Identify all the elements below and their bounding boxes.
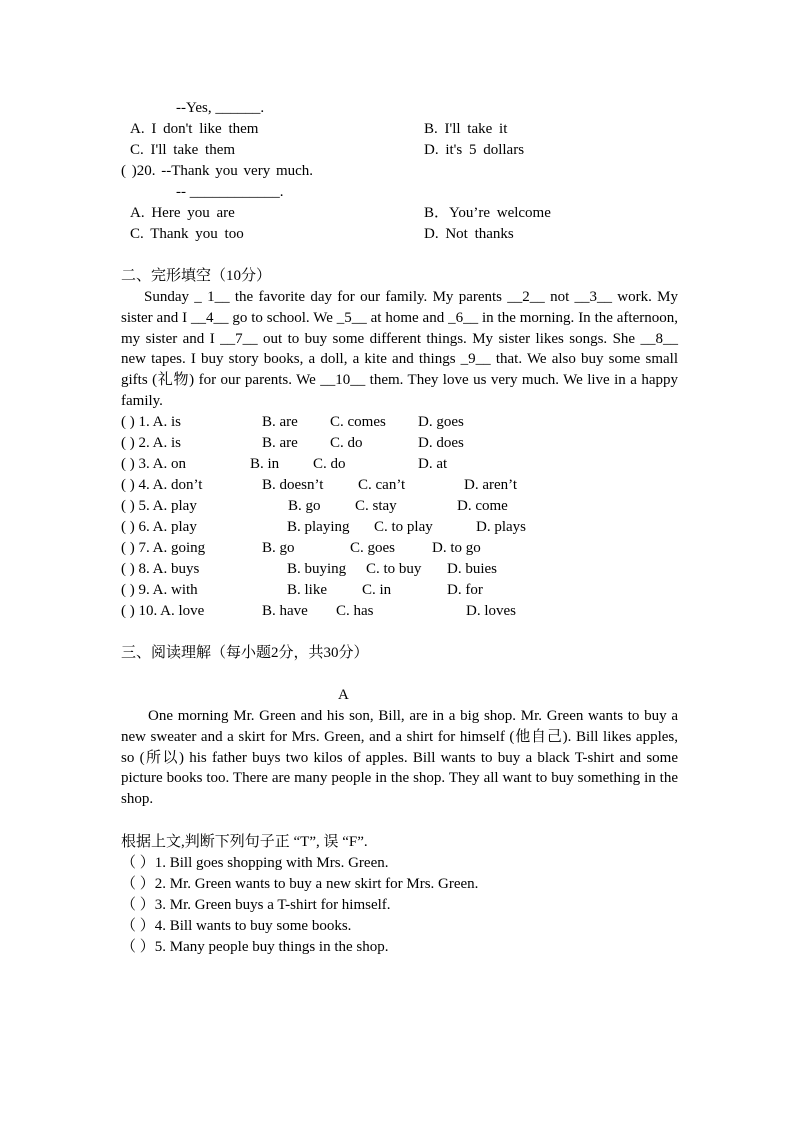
question-number-option-a: ( ) 3. A. on (121, 456, 186, 472)
option-c: C. do (330, 435, 363, 451)
q20-answer-line: -- ____________. (176, 184, 284, 200)
option-b: B. buying (287, 561, 347, 577)
question-number-option-a: ( ) 10. A. love (121, 603, 205, 619)
option-b: B. are (262, 435, 298, 451)
option-c: C. stay (355, 498, 397, 514)
question-number-option-a: ( ) 2. A. is (121, 435, 181, 451)
option-d: D. buies (447, 561, 497, 577)
question-number-option-a: ( ) 5. A. play (121, 498, 197, 514)
tf-question: （ ）3. Mr. Green buys a T-shirt for himself. (121, 897, 391, 913)
tf-question: （ ）1. Bill goes shopping with Mrs. Green. (121, 855, 389, 871)
option-b: B. are (262, 414, 298, 430)
tf-question: （ ）5. Many people buy things in the shop. (121, 939, 389, 955)
q20-option-c: C. Thank you too (130, 226, 244, 242)
option-d: D. for (447, 582, 483, 598)
question-number-option-a: ( ) 4. A. don’t (121, 477, 203, 493)
section3-passage: One morning Mr. Green and his son, Bill, are in a big shop. Mr. Green wants to buy a new sweater and a skirt for Mrs. Green, and a shirt for himself (他自己). Bill likes apples, so (所以) his father buys two kilos of apples. Bill wants to buy a black T-shirt and some picture books too. There are many people in the shop. They all want to buy something in the shop. (121, 708, 678, 808)
option-d: D. aren’t (464, 477, 518, 493)
option-c: C. has (336, 603, 374, 619)
option-b: B. have (262, 603, 308, 619)
tf-question: （ ）4. Bill wants to buy some books. (121, 918, 352, 934)
option-b: B. playing (287, 519, 350, 535)
option-d: D. plays (476, 519, 526, 535)
q19-option-c: C. I'll take them (130, 142, 236, 158)
q20-option-a: A. Here you are (130, 205, 235, 221)
option-d: D. come (457, 498, 508, 514)
section2-passage: Sunday _ 1__ the favorite day for our family. My parents __2__ not __3__ work. My sister and I __4__ go to school. We _5__ at home and _6__ in the morning. In the afternoon, my sister and I __7__ out to buy some different things. My sister likes songs. She __8__ new tapes. I buy story books, a doll, a kite and things _9__ that. We also buy some small gifts (礼物) for our parents. We __10__ them. They love us very much. We live in a happy family. (121, 289, 678, 409)
option-d: D. loves (466, 603, 516, 619)
option-d: D. goes (418, 414, 464, 430)
q20-option-b: B．You’re welcome (424, 205, 551, 221)
option-b: B. go (262, 540, 295, 556)
section2-heading: 二、完形填空（10分） (121, 268, 272, 284)
question-number-option-a: ( ) 6. A. play (121, 519, 197, 535)
option-c: C. comes (330, 414, 386, 430)
passage-label: A (338, 687, 349, 703)
option-b: B. like (287, 582, 327, 598)
option-c: C. in (362, 582, 392, 598)
section3-heading: 三、阅读理解（每小题2分，共30分） (121, 645, 369, 661)
option-c: C. to buy (366, 561, 422, 577)
option-c: C. to play (374, 519, 433, 535)
q19-option-b: B. I'll take it (424, 121, 508, 137)
option-d: D. at (418, 456, 448, 472)
option-b: B. go (288, 498, 321, 514)
q20-stem: ( )20. --Thank you very much. (121, 163, 314, 179)
option-d: D. does (418, 435, 464, 451)
question-number-option-a: ( ) 7. A. going (121, 540, 206, 556)
option-c: C. do (313, 456, 346, 472)
question-number-option-a: ( ) 8. A. buys (121, 561, 200, 577)
option-d: D. to go (432, 540, 481, 556)
tf-instruction: 根据上文,判断下列句子正 “T”, 误 “F”. (121, 834, 368, 850)
q19-answer-line: --Yes, ______. (176, 100, 265, 116)
question-number-option-a: ( ) 9. A. with (121, 582, 198, 598)
question-number-option-a: ( ) 1. A. is (121, 414, 181, 430)
option-c: C. can’t (358, 477, 406, 493)
option-b: B. in (250, 456, 280, 472)
q20-option-d: D. Not thanks (424, 226, 514, 242)
q19-option-d: D. it's 5 dollars (424, 142, 525, 158)
tf-question: （ ）2. Mr. Green wants to buy a new skirt for Mrs. Green. (121, 876, 479, 892)
option-c: C. goes (350, 540, 395, 556)
option-b: B. doesn’t (262, 477, 324, 493)
q19-option-a: A. I don't like them (130, 121, 259, 137)
